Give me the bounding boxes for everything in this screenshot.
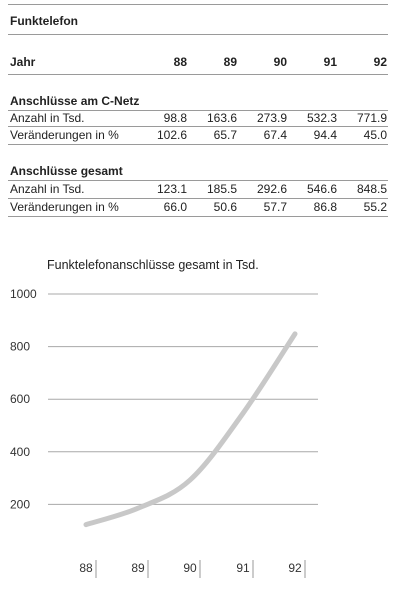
- header-year: 92: [373, 55, 387, 69]
- x-tick-label: 92: [288, 561, 302, 575]
- table-cell: 98.8: [163, 111, 187, 125]
- table-cell: 546.6: [306, 182, 337, 196]
- row-label: Anzahl in Tsd.: [10, 111, 85, 125]
- y-tick-label: 600: [10, 392, 31, 407]
- header-year: 88: [173, 55, 187, 69]
- table-cell: 55.2: [363, 200, 387, 214]
- x-tick-label: 89: [131, 561, 145, 575]
- row-label: Veränderungen in %: [10, 128, 119, 142]
- data-point: [137, 507, 140, 510]
- table-cell: 86.8: [313, 200, 337, 214]
- header-year: 91: [323, 55, 337, 69]
- data-point: [294, 332, 297, 335]
- table-cell: 66.0: [163, 200, 187, 214]
- data-point: [189, 479, 192, 482]
- table-cell: 102.6: [156, 128, 187, 142]
- data-point: [85, 523, 88, 526]
- table-cell: 292.6: [256, 182, 287, 196]
- series-line: [86, 334, 295, 525]
- table-cell: 532.3: [306, 111, 337, 125]
- table-cell: 848.5: [356, 182, 387, 196]
- table-cell: 57.7: [263, 200, 287, 214]
- x-tick-label: 91: [236, 561, 250, 575]
- table-cell: 273.9: [256, 111, 287, 125]
- table-cell: 163.6: [206, 111, 237, 125]
- table-cell: 94.4: [313, 128, 337, 142]
- y-tick-label: 200: [10, 497, 31, 512]
- chart-title: Funktelefonanschlüsse gesamt in Tsd.: [47, 258, 259, 272]
- table-cell: 65.7: [213, 128, 237, 142]
- table-cell: 771.9: [356, 111, 387, 125]
- table-cell: 123.1: [156, 182, 187, 196]
- header-label: Jahr: [10, 55, 36, 69]
- table-cell: 185.5: [206, 182, 237, 196]
- x-tick-label: 88: [79, 561, 93, 575]
- section-heading: Anschlüsse am C-Netz: [10, 94, 140, 108]
- y-tick-label: 400: [10, 444, 31, 459]
- x-tick-label: 90: [183, 561, 197, 575]
- table-title: Funktelefon: [10, 14, 78, 28]
- table-cell: 45.0: [363, 128, 387, 142]
- section-heading: Anschlüsse gesamt: [10, 164, 123, 178]
- row-label: Veränderungen in %: [10, 200, 119, 214]
- y-tick-label: 1000: [10, 287, 37, 301]
- table-cell: 50.6: [213, 200, 237, 214]
- table-cell: 67.4: [263, 128, 287, 142]
- header-year: 90: [273, 55, 287, 69]
- y-tick-label: 800: [10, 339, 31, 354]
- row-label: Anzahl in Tsd.: [10, 182, 85, 196]
- header-year: 89: [223, 55, 237, 69]
- data-point: [242, 412, 245, 415]
